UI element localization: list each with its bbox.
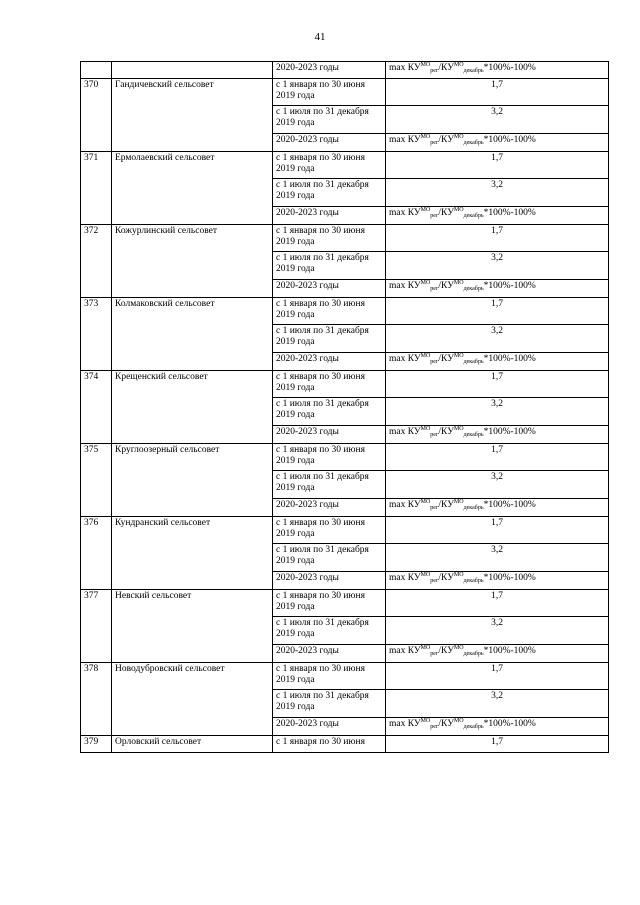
period-cell: с 1 января по 30 июня 2019 года bbox=[273, 371, 386, 398]
municipality-cell: Кундранский сельсовет bbox=[112, 517, 273, 590]
value-cell: 3,2 bbox=[386, 325, 609, 353]
rates-table-body bbox=[81, 62, 609, 753]
value-cell: 1,7 bbox=[386, 371, 609, 398]
formula-prefix: max КУ bbox=[389, 719, 421, 729]
value-cell: 1,7 bbox=[386, 736, 609, 753]
value-cell: 1,7 bbox=[386, 79, 609, 106]
period-cell: 2020-2023 годы bbox=[273, 62, 386, 79]
formula-sub: декабрь bbox=[463, 505, 484, 511]
formula-sub: декабрь bbox=[463, 286, 484, 292]
formula-cell bbox=[386, 499, 609, 517]
period-cell: с 1 июля по 31 декабря 2019 года bbox=[273, 252, 386, 280]
row-number-cell: 371 bbox=[81, 152, 112, 225]
municipality-cell: Крещенский сельсовет bbox=[112, 371, 273, 444]
formula-prefix: max КУ bbox=[389, 427, 421, 437]
formula-prefix: max КУ bbox=[389, 573, 421, 583]
formula-cell bbox=[386, 134, 609, 152]
table-row bbox=[81, 663, 609, 690]
row-number-cell: 373 bbox=[81, 298, 112, 371]
value-cell: 1,7 bbox=[386, 590, 609, 617]
formula-slash: /КУ bbox=[438, 135, 454, 145]
row-number-cell: 372 bbox=[81, 225, 112, 298]
formula-slash: /КУ bbox=[438, 500, 454, 510]
municipality-cell: Невский сельсовет bbox=[112, 590, 273, 663]
value-cell: 3,2 bbox=[386, 106, 609, 134]
formula-sub: рег bbox=[430, 505, 439, 511]
period-cell: 2020-2023 годы bbox=[273, 134, 386, 152]
formula-prefix: max КУ bbox=[389, 63, 421, 73]
formula-slash: /КУ bbox=[438, 63, 454, 73]
table-row bbox=[81, 444, 609, 471]
formula-sup: МО bbox=[420, 426, 431, 432]
municipality-cell: Круглоозерный сельсовет bbox=[112, 444, 273, 517]
formula-sub: рег bbox=[430, 213, 439, 219]
formula-slash: /КУ bbox=[438, 427, 454, 437]
formula-slash: /КУ bbox=[438, 573, 454, 583]
period-cell: с 1 января по 30 июня bbox=[273, 736, 386, 753]
period-cell: 2020-2023 годы bbox=[273, 645, 386, 663]
formula-suffix: *100%-100% bbox=[483, 208, 536, 218]
formula-prefix: max КУ bbox=[389, 281, 421, 291]
formula-sup: МО bbox=[453, 280, 464, 286]
formula-suffix: *100%-100% bbox=[483, 500, 536, 510]
formula-sub: декабрь bbox=[463, 578, 484, 584]
formula-slash: /КУ bbox=[438, 719, 454, 729]
municipality-cell: Кожурлинский сельсовет bbox=[112, 225, 273, 298]
value-cell: 3,2 bbox=[386, 398, 609, 426]
formula-sub: рег bbox=[430, 140, 439, 146]
formula-sup: МО bbox=[453, 645, 464, 651]
formula-cell bbox=[386, 645, 609, 663]
formula-sub: рег bbox=[430, 432, 439, 438]
formula-sub: декабрь bbox=[463, 359, 484, 365]
formula-sup: МО bbox=[453, 499, 464, 505]
formula-sub: рег bbox=[430, 578, 439, 584]
table-row bbox=[81, 298, 609, 325]
value-cell: 3,2 bbox=[386, 179, 609, 207]
formula-sup: МО bbox=[420, 134, 431, 140]
table-row bbox=[81, 79, 609, 106]
formula-sup: МО bbox=[420, 280, 431, 286]
formula-sup: МО bbox=[420, 572, 431, 578]
formula-sup: МО bbox=[420, 353, 431, 359]
formula-sub: декабрь bbox=[463, 213, 484, 219]
row-number-cell: 377 bbox=[81, 590, 112, 663]
value-cell: 1,7 bbox=[386, 663, 609, 690]
formula-cell bbox=[386, 353, 609, 371]
value-cell: 3,2 bbox=[386, 690, 609, 718]
formula-sup: МО bbox=[453, 207, 464, 213]
period-cell: с 1 июля по 31 декабря 2019 года bbox=[273, 690, 386, 718]
formula-sub: рег bbox=[430, 651, 439, 657]
row-number-cell: 375 bbox=[81, 444, 112, 517]
formula-sup: МО bbox=[420, 718, 431, 724]
formula-slash: /КУ bbox=[438, 354, 454, 364]
table-row bbox=[81, 225, 609, 252]
row-number-cell: 378 bbox=[81, 663, 112, 736]
value-cell: 3,2 bbox=[386, 471, 609, 499]
period-cell: с 1 июля по 31 декабря 2019 года bbox=[273, 325, 386, 353]
row-number-cell: 370 bbox=[81, 79, 112, 152]
formula-sub: декабрь bbox=[463, 140, 484, 146]
period-cell: с 1 января по 30 июня 2019 года bbox=[273, 663, 386, 690]
formula-sup: МО bbox=[420, 207, 431, 213]
formula-sub: декабрь bbox=[463, 432, 484, 438]
period-cell: с 1 января по 30 июня 2019 года bbox=[273, 152, 386, 179]
value-cell: 1,7 bbox=[386, 517, 609, 544]
value-cell: 1,7 bbox=[386, 298, 609, 325]
period-cell: 2020-2023 годы bbox=[273, 499, 386, 517]
formula-cell bbox=[386, 280, 609, 298]
rates-table bbox=[80, 61, 609, 753]
row-number-cell bbox=[81, 62, 112, 79]
period-cell: с 1 июля по 31 декабря 2019 года bbox=[273, 179, 386, 207]
municipality-cell: Новодубровский сельсовет bbox=[112, 663, 273, 736]
formula-sub: рег bbox=[430, 724, 439, 730]
formula-sup: МО bbox=[420, 499, 431, 505]
period-cell: с 1 июля по 31 декабря 2019 года bbox=[273, 398, 386, 426]
formula-slash: /КУ bbox=[438, 208, 454, 218]
period-cell: с 1 января по 30 июня 2019 года bbox=[273, 298, 386, 325]
period-cell: с 1 января по 30 июня 2019 года bbox=[273, 517, 386, 544]
formula-suffix: *100%-100% bbox=[483, 354, 536, 364]
formula-prefix: max КУ bbox=[389, 208, 421, 218]
municipality-cell: Колмаковский сельсовет bbox=[112, 298, 273, 371]
table-row bbox=[81, 517, 609, 544]
row-number-cell: 379 bbox=[81, 736, 112, 753]
formula-suffix: *100%-100% bbox=[483, 135, 536, 145]
period-cell: 2020-2023 годы bbox=[273, 353, 386, 371]
period-cell: с 1 июля по 31 декабря 2019 года bbox=[273, 617, 386, 645]
period-cell: с 1 июля по 31 декабря 2019 года bbox=[273, 471, 386, 499]
period-cell: с 1 января по 30 июня 2019 года bbox=[273, 79, 386, 106]
table-row bbox=[81, 62, 609, 79]
table-row bbox=[81, 736, 609, 753]
formula-sup: МО bbox=[420, 62, 431, 68]
row-number-cell: 374 bbox=[81, 371, 112, 444]
formula-sup: МО bbox=[453, 353, 464, 359]
formula-slash: /КУ bbox=[438, 281, 454, 291]
formula-sub: декабрь bbox=[463, 651, 484, 657]
formula-cell bbox=[386, 572, 609, 590]
municipality-cell: Гандичевский сельсовет bbox=[112, 79, 273, 152]
period-cell: 2020-2023 годы bbox=[273, 207, 386, 225]
formula-sup: МО bbox=[453, 134, 464, 140]
value-cell: 1,7 bbox=[386, 152, 609, 179]
table-row bbox=[81, 152, 609, 179]
period-cell: 2020-2023 годы bbox=[273, 572, 386, 590]
period-cell: 2020-2023 годы bbox=[273, 280, 386, 298]
formula-slash: /КУ bbox=[438, 646, 454, 656]
page-number: 41 bbox=[314, 31, 326, 43]
formula-cell bbox=[386, 718, 609, 736]
formula-sub: декабрь bbox=[463, 68, 484, 74]
formula-sup: МО bbox=[453, 572, 464, 578]
formula-cell bbox=[386, 207, 609, 225]
formula-sup: МО bbox=[453, 718, 464, 724]
municipality-cell: Ермолаевский сельсовет bbox=[112, 152, 273, 225]
formula-cell bbox=[386, 426, 609, 444]
period-cell: с 1 июля по 31 декабря 2019 года bbox=[273, 106, 386, 134]
period-cell: с 1 января по 30 июня 2019 года bbox=[273, 225, 386, 252]
formula-sup: МО bbox=[453, 426, 464, 432]
period-cell: 2020-2023 годы bbox=[273, 718, 386, 736]
formula-suffix: *100%-100% bbox=[483, 573, 536, 583]
formula-suffix: *100%-100% bbox=[483, 63, 536, 73]
formula-sub: рег bbox=[430, 286, 439, 292]
formula-sub: декабрь bbox=[463, 724, 484, 730]
municipality-cell: Орловский сельсовет bbox=[112, 736, 273, 753]
table-row bbox=[81, 371, 609, 398]
formula-suffix: *100%-100% bbox=[483, 281, 536, 291]
value-cell: 3,2 bbox=[386, 544, 609, 572]
value-cell: 3,2 bbox=[386, 617, 609, 645]
formula-prefix: max КУ bbox=[389, 646, 421, 656]
period-cell: с 1 января по 30 июня 2019 года bbox=[273, 590, 386, 617]
formula-prefix: max КУ bbox=[389, 354, 421, 364]
formula-sub: рег bbox=[430, 68, 439, 74]
value-cell: 1,7 bbox=[386, 225, 609, 252]
formula-prefix: max КУ bbox=[389, 135, 421, 145]
value-cell: 1,7 bbox=[386, 444, 609, 471]
row-number-cell: 376 bbox=[81, 517, 112, 590]
formula-cell bbox=[386, 62, 609, 79]
formula-sup: МО bbox=[420, 645, 431, 651]
formula-suffix: *100%-100% bbox=[483, 719, 536, 729]
formula-prefix: max КУ bbox=[389, 500, 421, 510]
formula-sup: МО bbox=[453, 62, 464, 68]
formula-sub: рег bbox=[430, 359, 439, 365]
value-cell: 3,2 bbox=[386, 252, 609, 280]
table-row bbox=[81, 590, 609, 617]
period-cell: с 1 января по 30 июня 2019 года bbox=[273, 444, 386, 471]
formula-suffix: *100%-100% bbox=[483, 646, 536, 656]
period-cell: 2020-2023 годы bbox=[273, 426, 386, 444]
formula-suffix: *100%-100% bbox=[483, 427, 536, 437]
municipality-cell bbox=[112, 62, 273, 79]
period-cell: с 1 июля по 31 декабря 2019 года bbox=[273, 544, 386, 572]
